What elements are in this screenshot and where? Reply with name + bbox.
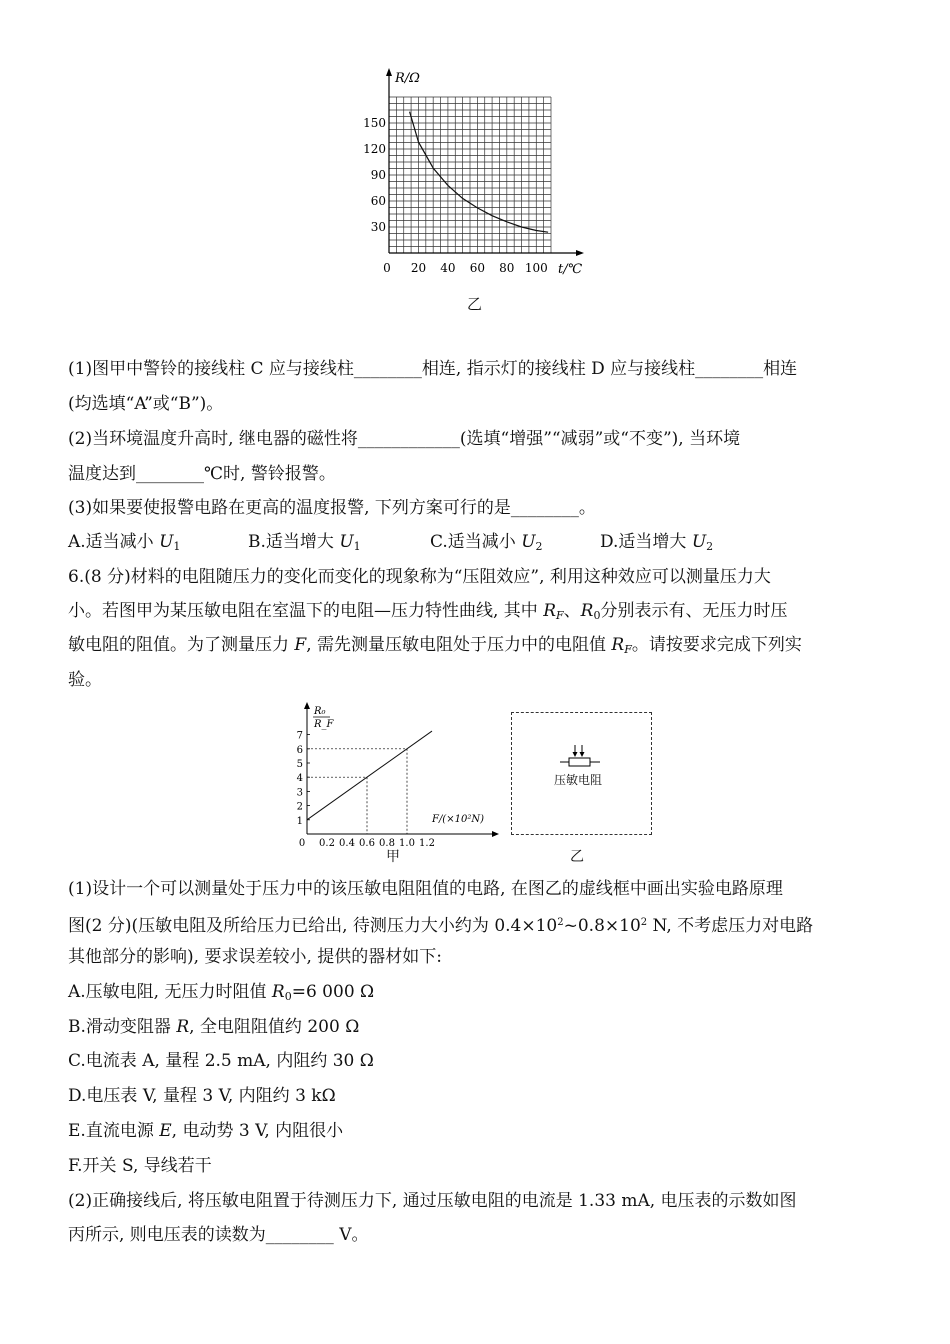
y-tick-label: 120 [363, 142, 386, 156]
y-tick-label: 150 [363, 116, 386, 130]
x-tick-label: 80 [499, 261, 515, 275]
q6-p1-line-2: 图(2 分)(压敏电阻及所给压力已给出, 待测压力大小约为 $0.4\times 10^2\sim 0.8\times 10^2$ N, 不考虑压力对电路 [68, 916, 814, 936]
item-d: D.电压表 V, 量程 3 V, 内阻约 3 kΩ [68, 1086, 336, 1106]
x-axis-label: t/℃ [558, 262, 583, 277]
x-tick-label: 60 [469, 261, 486, 275]
y-tick-label: 4 [296, 773, 303, 785]
q5-line-5: (3)如果要使报警电路在更高的温度报警, 下列方案可行的是________。 [68, 498, 596, 518]
item-a: A.压敏电阻, 无压力时阻值 $R_0=6$ 000 Ω [68, 982, 375, 1003]
q6-line-1: 6.(8 分)材料的电阻随压力的变化而变化的现象称为“压阻效应”, 利用这种效应可以测量压力大 [68, 567, 771, 587]
y-axis-arrow [304, 702, 310, 709]
box-caption-yi: 乙 [570, 849, 584, 865]
y-tick-label: 1 [296, 815, 303, 827]
y-tick-label: 30 [370, 220, 386, 234]
x-tick-label: 0.2 [319, 838, 335, 848]
y-tick-label: 6 [296, 744, 303, 756]
x-tick-label: 100 [524, 261, 548, 275]
guide-lines [307, 749, 407, 834]
y-label-denominator: R_F [314, 719, 334, 730]
chart-series [307, 731, 432, 820]
x-axis-label: F/(×10²N) [432, 814, 484, 825]
x-tick-label: 40 [440, 261, 456, 275]
q5-line-2: (均选填“A”或“B”)。 [68, 394, 224, 414]
option-a: A.适当减小 $U_1$ [68, 532, 181, 553]
r-t-chart [355, 60, 595, 285]
item-e: E.直流电源 E, 电动势 3 V, 内阻很小 [68, 1121, 344, 1141]
q6-p1-line-3: 其他部分的影响), 要求误差较小, 提供的器材如下: [68, 947, 442, 967]
x-tick-label: 1.0 [399, 838, 415, 848]
x-tick-label: 1.2 [419, 838, 435, 848]
x-axis-arrow [492, 831, 499, 837]
pressure-resistor-label: 压敏电阻 [554, 773, 603, 787]
q6-p2-line-2: 丙所示, 则电压表的读数为________ V。 [68, 1225, 369, 1245]
x-tick-label: 0.6 [359, 838, 375, 848]
q5-line-1: (1)图甲中警铃的接线柱 C 应与接线柱________相连, 指示灯的接线柱 D 应与接线柱________相连 [68, 359, 798, 379]
option-b: B.适当增大 $U_1$ [248, 532, 361, 553]
q6-line-2: 小。若图甲为某压敏电阻在室温下的电阻—压力特性曲线, 其中 $R_F$、$R_0$分别表示有、无压力时压 [68, 601, 788, 622]
r0-rf-chart [280, 700, 510, 848]
option-c: C.适当减小 $U_2$ [430, 532, 543, 553]
y-axis-label: R/Ω [395, 71, 420, 86]
chart-grid [389, 97, 551, 253]
x-tick-label: 0 [298, 838, 306, 848]
q6-p1-line-1: (1)设计一个可以测量处于压力中的该压敏电阻阻值的电路, 在图乙的虚线框中画出实验电路原理 [68, 879, 783, 899]
item-b: B.滑动变阻器 R, 全电阻阻值约 200 Ω [68, 1017, 360, 1037]
q6-line-3: 敏电阻的阻值。为了测量压力 F, 需先测量压敏电阻处于压力中的电阻值 $R_F$。请按要求完成下列实 [68, 635, 802, 656]
characteristic-line [307, 731, 432, 820]
y-tick-label: 90 [370, 168, 386, 182]
q6-line-4: 验。 [68, 670, 102, 690]
y-tick-label: 3 [296, 787, 303, 799]
q6-p2-line-1: (2)正确接线后, 将压敏电阻置于待测压力下, 通过压敏电阻的电流是 1.33 mA, 电压表的示数如图 [68, 1191, 797, 1211]
item-c: C.电流表 A, 量程 2.5 mA, 内阻约 30 Ω [68, 1051, 374, 1071]
y-axis-arrow [386, 68, 392, 76]
y-tick-label: 7 [296, 730, 303, 742]
x-tick-label: 0.8 [379, 838, 395, 848]
y-label-numerator: R₀ [314, 706, 326, 717]
x-axis-arrow [576, 250, 584, 256]
chart-caption: 乙 [467, 295, 483, 313]
circuit-drawing-box[interactable] [511, 712, 652, 835]
q5-line-4: 温度达到________℃时, 警铃报警。 [68, 464, 336, 484]
y-tick-label: 60 [370, 194, 386, 208]
y-tick-label: 5 [296, 759, 303, 770]
item-f: F.开关 S, 导线若干 [68, 1156, 212, 1176]
option-d: D.适当增大 $U_2$ [600, 532, 714, 553]
y-tick-label: 2 [296, 801, 303, 813]
x-tick-label: 0.4 [339, 838, 355, 848]
x-tick-label: 20 [410, 261, 427, 275]
chart-caption-jia: 甲 [386, 849, 400, 865]
q5-line-3: (2)当环境温度升高时, 继电器的磁性将____________(选填“增强”“减弱”或“不变”), 当环境 [68, 429, 741, 449]
x-tick-label: 0 [383, 261, 391, 275]
